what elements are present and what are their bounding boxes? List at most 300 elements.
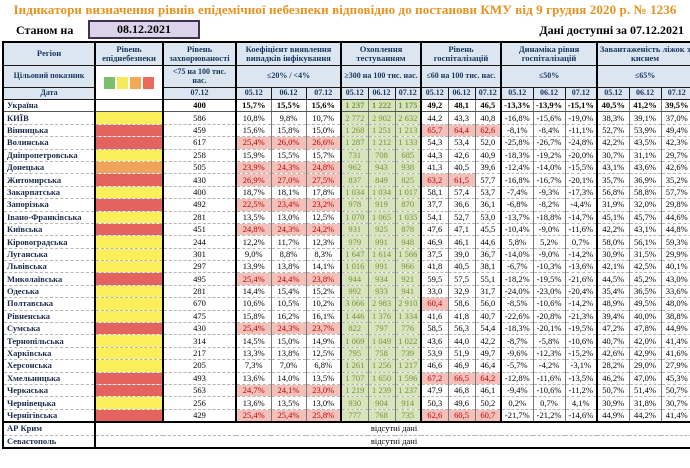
- beds-cell: 59,3%: [661, 236, 690, 248]
- hosp-cell: 59,5: [421, 273, 448, 285]
- coef-cell: 25,4%: [236, 409, 271, 422]
- hosp-cell: 43,3: [448, 112, 475, 124]
- beds-cell: 38,3%: [597, 112, 629, 124]
- coef-cell: 24,4%: [271, 273, 306, 285]
- beds-cell: 58,8%: [629, 186, 661, 198]
- region-name: АР Крим: [3, 422, 95, 435]
- coef-cell: 13,5%: [306, 372, 341, 384]
- incidence-cell: 451: [163, 223, 236, 235]
- date-cell: 07.12: [661, 88, 690, 100]
- table-row: [3, 335, 690, 347]
- dyn-cell: -20,4%: [565, 285, 597, 297]
- dyn-cell: -5,8%: [533, 335, 565, 347]
- beds-cell: 35,4%: [597, 285, 629, 297]
- table-row: [3, 422, 690, 435]
- coef-cell: 25,4%: [271, 409, 306, 422]
- hosp-cell: 41,8: [421, 261, 448, 273]
- dyn-cell: -6,8%: [501, 199, 533, 211]
- coef-cell: 13,8%: [271, 347, 306, 359]
- testing-cell: 822: [341, 323, 368, 335]
- testing-cell: 1 016: [341, 261, 368, 273]
- legend-swatch: [117, 77, 128, 89]
- testing-cell: 1 022: [395, 335, 421, 347]
- coef-cell: 13,5%: [236, 211, 271, 223]
- dyn-cell: 0,7%: [533, 397, 565, 409]
- hosp-cell: 56,3: [448, 323, 475, 335]
- dyn-cell: -13,5%: [565, 372, 597, 384]
- beds-cell: 43,1%: [597, 161, 629, 173]
- beds-cell: 40,1%: [661, 261, 690, 273]
- hosp-cell: 53,9: [421, 347, 448, 359]
- hosp-cell: 47,6: [421, 223, 448, 235]
- beds-cell: 35,7%: [597, 174, 629, 186]
- target-beds: ≤65%: [597, 66, 690, 88]
- hosp-cell: 40,5: [448, 161, 475, 173]
- testing-cell: 930: [341, 397, 368, 409]
- dyn-cell: -12,3%: [533, 347, 565, 359]
- col-header-coef: Коефіцієнт виявлення випадків інфікування: [236, 42, 341, 66]
- table-row: [3, 360, 690, 372]
- hosp-cell: 54,4: [475, 323, 501, 335]
- hosp-cell: 32,9: [448, 285, 475, 297]
- incidence-cell: 475: [163, 310, 236, 322]
- beds-cell: 42,5%: [629, 261, 661, 273]
- epidemic-level-cell: [95, 137, 163, 149]
- testing-cell: 2 910: [395, 298, 421, 310]
- incidence-cell: 670: [163, 298, 236, 310]
- table-row: [3, 211, 690, 223]
- incidence-cell: 281: [163, 285, 236, 297]
- hosp-cell: 60,5: [448, 409, 475, 422]
- dyn-cell: -6,7%: [501, 261, 533, 273]
- testing-cell: 941: [395, 285, 421, 297]
- date-cell: 07.12: [475, 88, 501, 100]
- hosp-cell: 44,2: [421, 112, 448, 124]
- testing-cell: 933: [368, 285, 395, 297]
- dyn-cell: -4,2%: [533, 360, 565, 372]
- beds-cell: 58,0%: [597, 236, 629, 248]
- date-cell: 06.12: [448, 88, 475, 100]
- testing-cell: 921: [395, 273, 421, 285]
- coef-cell: 24,3%: [271, 161, 306, 173]
- dyn-cell: -14,7%: [565, 211, 597, 223]
- coef-cell: 16,2%: [271, 310, 306, 322]
- dyn-cell: -18,3%: [501, 323, 533, 335]
- testing-cell: 948: [395, 236, 421, 248]
- dyn-cell: -8,4%: [533, 124, 565, 136]
- beds-cell: 33,6%: [661, 285, 690, 297]
- hosp-cell: 39,0: [448, 248, 475, 260]
- col-header-hosp: Рівень госпіталізацій: [421, 42, 501, 66]
- testing-cell: 1 217: [395, 360, 421, 372]
- dyn-cell: -20,1%: [533, 323, 565, 335]
- coef-cell: 14,0%: [271, 372, 306, 384]
- beds-cell: 43,0%: [661, 273, 690, 285]
- hosp-cell: 55,1: [475, 273, 501, 285]
- coef-cell: 23,4%: [271, 199, 306, 211]
- testing-cell: 919: [368, 199, 395, 211]
- hosp-cell: 47,9: [421, 384, 448, 396]
- hosp-cell: 57,5: [448, 273, 475, 285]
- coef-cell: 15,0%: [271, 335, 306, 347]
- beds-cell: 30,7%: [597, 149, 629, 161]
- epidemic-level-cell: [95, 112, 163, 124]
- coef-cell: 24,2%: [306, 223, 341, 235]
- dyn-cell: -8,5%: [501, 298, 533, 310]
- hosp-cell: 44,3: [421, 149, 448, 161]
- hosp-cell: 46,1: [448, 236, 475, 248]
- dyn-cell: -19,2%: [533, 149, 565, 161]
- coef-cell: 15,8%: [271, 124, 306, 136]
- incidence-cell: 301: [163, 248, 236, 260]
- region-name: Вінницька: [3, 124, 95, 136]
- epidemic-level-cell: [95, 323, 163, 335]
- beds-cell: 39,4%: [597, 310, 629, 322]
- coef-cell: 23,9%: [236, 161, 271, 173]
- hosp-cell: 64,2: [475, 372, 501, 384]
- testing-cell: 931: [341, 223, 368, 235]
- hosp-cell: 43,6: [421, 335, 448, 347]
- testing-cell: 1 446: [341, 310, 368, 322]
- coef-cell: 25,4%: [236, 273, 271, 285]
- date-cell: 07.12: [306, 88, 341, 100]
- testing-cell: 1 212: [368, 137, 395, 149]
- dyn-cell: -11,1%: [565, 124, 597, 136]
- table-row: [3, 372, 690, 384]
- dyn-cell: -20,0%: [565, 149, 597, 161]
- incidence-cell: 217: [163, 347, 236, 359]
- testing-cell: 1 239: [368, 384, 395, 396]
- hosp-cell: 57,7: [475, 174, 501, 186]
- coef-cell: 14,1%: [306, 261, 341, 273]
- dyn-cell: -14,6%: [565, 409, 597, 422]
- dyn-cell: -9,0%: [533, 248, 565, 260]
- beds-cell: 52,7%: [597, 124, 629, 136]
- testing-cell: 1 650: [368, 372, 395, 384]
- hosp-cell: 49,7: [475, 347, 501, 359]
- target-hosp: ≤60 на 100 тис. нас.: [421, 66, 501, 88]
- hosp-cell: 39,6: [475, 161, 501, 173]
- coef-cell: 10,7%: [306, 112, 341, 124]
- table-row: [3, 397, 690, 409]
- hosp-cell: 46,5: [475, 100, 501, 112]
- beds-cell: 45,1%: [597, 211, 629, 223]
- dyn-cell: 0,2%: [501, 397, 533, 409]
- hosp-cell: 60,4: [421, 298, 448, 310]
- hosp-cell: 38,1: [475, 261, 501, 273]
- region-name: Чернівецька: [3, 397, 95, 409]
- table-row: [3, 137, 690, 149]
- dyn-cell: -14,0%: [501, 248, 533, 260]
- hosp-cell: 51,9: [448, 347, 475, 359]
- table-row: [3, 186, 690, 198]
- region-name: Тернопільська: [3, 335, 95, 347]
- coef-cell: 7,3%: [236, 360, 271, 372]
- dyn-cell: -19,5%: [533, 273, 565, 285]
- epidemic-level-cell: [95, 335, 163, 347]
- testing-cell: 1 268: [341, 124, 368, 136]
- coef-cell: 10,8%: [236, 112, 271, 124]
- beds-cell: 41,2%: [629, 100, 661, 112]
- epidemic-level-cell: [95, 273, 163, 285]
- incidence-cell: 256: [163, 397, 236, 409]
- beds-cell: 46,2%: [597, 372, 629, 384]
- coef-cell: 16,1%: [306, 310, 341, 322]
- target-label: Цільовий показник: [3, 66, 95, 88]
- coef-cell: 15,7%: [306, 149, 341, 161]
- table-row: [3, 298, 690, 310]
- region-name: Сумська: [3, 323, 95, 335]
- incidence-cell: 430: [163, 323, 236, 335]
- coef-cell: 9,0%: [236, 248, 271, 260]
- table-row: [3, 236, 690, 248]
- epidemic-level-cell: [95, 124, 163, 136]
- dyn-cell: -15,1%: [565, 100, 597, 112]
- coef-cell: 13,8%: [271, 261, 306, 273]
- date-cell: 07.12: [565, 88, 597, 100]
- hosp-cell: 60,7: [475, 409, 501, 422]
- hosp-cell: 58,5: [421, 323, 448, 335]
- beds-cell: 40,7%: [597, 335, 629, 347]
- coef-cell: 12,3%: [306, 236, 341, 248]
- hosp-cell: 52,0: [475, 137, 501, 149]
- region-name: Запорізька: [3, 199, 95, 211]
- table-row: [3, 384, 690, 396]
- dyn-cell: -18,2%: [501, 273, 533, 285]
- testing-cell: 1 237: [341, 100, 368, 112]
- dyn-cell: 0,7%: [565, 236, 597, 248]
- epidemic-level-cell: [95, 211, 163, 223]
- epidemic-level-cell: [95, 236, 163, 248]
- beds-cell: 43,6%: [629, 161, 661, 173]
- dyn-cell: -20,1%: [565, 174, 597, 186]
- testing-cell: 795: [341, 347, 368, 359]
- region-name: Житомирська: [3, 174, 95, 186]
- epidemic-level-cell: [95, 223, 163, 235]
- coef-cell: 13,9%: [236, 261, 271, 273]
- incidence-cell: 430: [163, 174, 236, 186]
- target-coef: ≤20% / <4%: [236, 66, 341, 88]
- coef-cell: 12,5%: [306, 211, 341, 223]
- coef-cell: 13,3%: [236, 347, 271, 359]
- testing-cell: 3 066: [341, 298, 368, 310]
- date-cell: 05.12: [236, 88, 271, 100]
- header-row-groups: [3, 42, 690, 66]
- region-name: Хмельницька: [3, 372, 95, 384]
- coef-cell: 23,7%: [306, 323, 341, 335]
- dyn-cell: -14,2%: [565, 298, 597, 310]
- dyn-cell: -13,6%: [565, 261, 597, 273]
- beds-cell: 44,5%: [597, 273, 629, 285]
- testing-cell: 1 049: [368, 335, 395, 347]
- testing-cell: 776: [395, 323, 421, 335]
- table-row: [3, 161, 690, 173]
- region-name: Полтавська: [3, 298, 95, 310]
- dyn-cell: -10,6%: [533, 384, 565, 396]
- testing-cell: 966: [395, 261, 421, 273]
- hosp-cell: 62,6: [421, 409, 448, 422]
- dyn-cell: -15,2%: [565, 347, 597, 359]
- hosp-cell: 54,3: [421, 137, 448, 149]
- testing-cell: 934: [368, 273, 395, 285]
- testing-cell: 1 647: [341, 248, 368, 260]
- coef-cell: 14,4%: [236, 285, 271, 297]
- target-testing: ≥300 на 100 тис. нас.: [341, 66, 421, 88]
- hosp-cell: 57,4: [448, 186, 475, 198]
- testing-cell: 1 035: [395, 211, 421, 223]
- table-row: [3, 261, 690, 273]
- incidence-cell: 314: [163, 335, 236, 347]
- hosp-cell: 64,4: [448, 124, 475, 136]
- testing-cell: 1 614: [368, 248, 395, 260]
- region-name: Херсонська: [3, 360, 95, 372]
- hosp-cell: 50,2: [475, 397, 501, 409]
- dyn-cell: -8,1%: [501, 124, 533, 136]
- coef-cell: 15,6%: [306, 100, 341, 112]
- table-row: [3, 112, 690, 124]
- coef-cell: 24,7%: [236, 384, 271, 396]
- coef-cell: 14,9%: [306, 335, 341, 347]
- coef-cell: 12,2%: [236, 236, 271, 248]
- testing-cell: 2 632: [395, 112, 421, 124]
- col-header-beds: Завантаженість ліжок з киснем: [597, 42, 690, 66]
- table-row: [3, 199, 690, 211]
- coef-cell: 7,0%: [271, 360, 306, 372]
- coef-cell: 15,0%: [306, 124, 341, 136]
- dyn-cell: -25,8%: [501, 137, 533, 149]
- coef-cell: 14,5%: [236, 335, 271, 347]
- epidemic-level-cell: [95, 298, 163, 310]
- epidemic-level-cell: [95, 360, 163, 372]
- dyn-cell: -16,8%: [501, 174, 533, 186]
- dyn-cell: -17,3%: [565, 186, 597, 198]
- testing-cell: 991: [368, 261, 395, 273]
- coef-cell: 23,2%: [306, 199, 341, 211]
- beds-cell: 57,7%: [661, 186, 690, 198]
- beds-cell: 36,9%: [629, 174, 661, 186]
- beds-cell: 56,8%: [597, 186, 629, 198]
- as-of-row: [2, 19, 688, 41]
- coef-cell: 26,9%: [236, 174, 271, 186]
- testing-cell: 938: [395, 161, 421, 173]
- dyn-cell: -10,6%: [565, 335, 597, 347]
- table-row: [3, 285, 690, 297]
- hosp-cell: 54,1: [421, 211, 448, 223]
- beds-cell: 47,8%: [629, 323, 661, 335]
- testing-cell: 943: [368, 161, 395, 173]
- date-cell: 06.12: [368, 88, 395, 100]
- dyn-cell: -19,0%: [565, 112, 597, 124]
- table-row: [3, 174, 690, 186]
- hosp-cell: 66,5: [448, 372, 475, 384]
- hosp-cell: 37,5: [421, 248, 448, 260]
- epidemic-level-cell: [95, 149, 163, 161]
- region-name: Закарпатська: [3, 186, 95, 198]
- beds-cell: 28,2%: [597, 360, 629, 372]
- table-row: [3, 435, 690, 448]
- beds-cell: 42,3%: [661, 137, 690, 149]
- hosp-cell: 44,0: [448, 335, 475, 347]
- beds-cell: 42,2%: [597, 223, 629, 235]
- hosp-cell: 67,2: [421, 372, 448, 384]
- testing-cell: 1 256: [368, 360, 395, 372]
- table-row: [3, 248, 690, 260]
- testing-cell: 991: [368, 236, 395, 248]
- epidemic-level-cell: [95, 261, 163, 273]
- table-row: [3, 310, 690, 322]
- dyn-cell: -7,4%: [501, 186, 533, 198]
- beds-cell: 44,2%: [629, 409, 661, 422]
- beds-cell: 37,0%: [661, 112, 690, 124]
- dyn-cell: -13,9%: [533, 100, 565, 112]
- dyn-cell: -8,2%: [533, 199, 565, 211]
- coef-cell: 26,6%: [306, 137, 341, 149]
- testing-cell: 878: [395, 223, 421, 235]
- region-name: Донецька: [3, 161, 95, 173]
- region-name: Чернігівська: [3, 409, 95, 422]
- hosp-cell: 41,6: [421, 310, 448, 322]
- testing-cell: 1 034: [368, 186, 395, 198]
- beds-cell: 53,9%: [629, 124, 661, 136]
- dyn-cell: -18,8%: [533, 211, 565, 223]
- no-data-cell: відсутні дані: [95, 422, 690, 435]
- hosp-cell: 31,7: [475, 285, 501, 297]
- dyn-cell: -3,1%: [565, 360, 597, 372]
- dyn-cell: -16,8%: [501, 112, 533, 124]
- coef-cell: 23,8%: [306, 273, 341, 285]
- beds-cell: 36,5%: [629, 285, 661, 297]
- coef-cell: 12,5%: [306, 347, 341, 359]
- coef-cell: 27,0%: [271, 174, 306, 186]
- coef-cell: 15,5%: [271, 100, 306, 112]
- beds-cell: 32,0%: [629, 199, 661, 211]
- region-name: Київська: [3, 223, 95, 235]
- legend-swatch: [143, 77, 154, 89]
- incidence-cell: 400: [163, 100, 236, 112]
- hosp-cell: 53,0: [475, 211, 501, 223]
- beds-cell: 50,7%: [661, 384, 690, 396]
- col-header-dyn: Динаміка рівня госпіталізацій: [501, 42, 597, 66]
- hosp-cell: 36,7: [475, 248, 501, 260]
- epidemic-level-cell: [95, 409, 163, 422]
- incidence-cell: 244: [163, 236, 236, 248]
- date-cell: 05.12: [421, 88, 448, 100]
- hosp-cell: 53,4: [448, 137, 475, 149]
- beds-cell: 31,1%: [629, 149, 661, 161]
- dyn-cell: -16,7%: [533, 174, 565, 186]
- testing-cell: 904: [368, 397, 395, 409]
- no-data-cell: відсутні дані: [95, 435, 690, 448]
- testing-cell: 1 065: [368, 211, 395, 223]
- region-name: Миколаївська: [3, 273, 95, 285]
- beds-cell: 49,5%: [629, 298, 661, 310]
- hosp-cell: 37,7: [421, 199, 448, 211]
- incidence-cell: 429: [163, 409, 236, 422]
- incidence-cell: 493: [163, 372, 236, 384]
- hosp-cell: 41,3: [421, 161, 448, 173]
- beds-cell: 42,6%: [597, 347, 629, 359]
- table-row: [3, 223, 690, 235]
- hosp-cell: 42,6: [448, 149, 475, 161]
- coef-cell: 25,4%: [236, 137, 271, 149]
- date-cell: 05.12: [597, 88, 629, 100]
- testing-cell: 758: [368, 347, 395, 359]
- legend-swatch: [130, 77, 141, 89]
- beds-cell: 47,2%: [597, 323, 629, 335]
- beds-cell: 39,1%: [629, 112, 661, 124]
- beds-cell: 42,0%: [629, 335, 661, 347]
- testing-cell: 1 069: [341, 335, 368, 347]
